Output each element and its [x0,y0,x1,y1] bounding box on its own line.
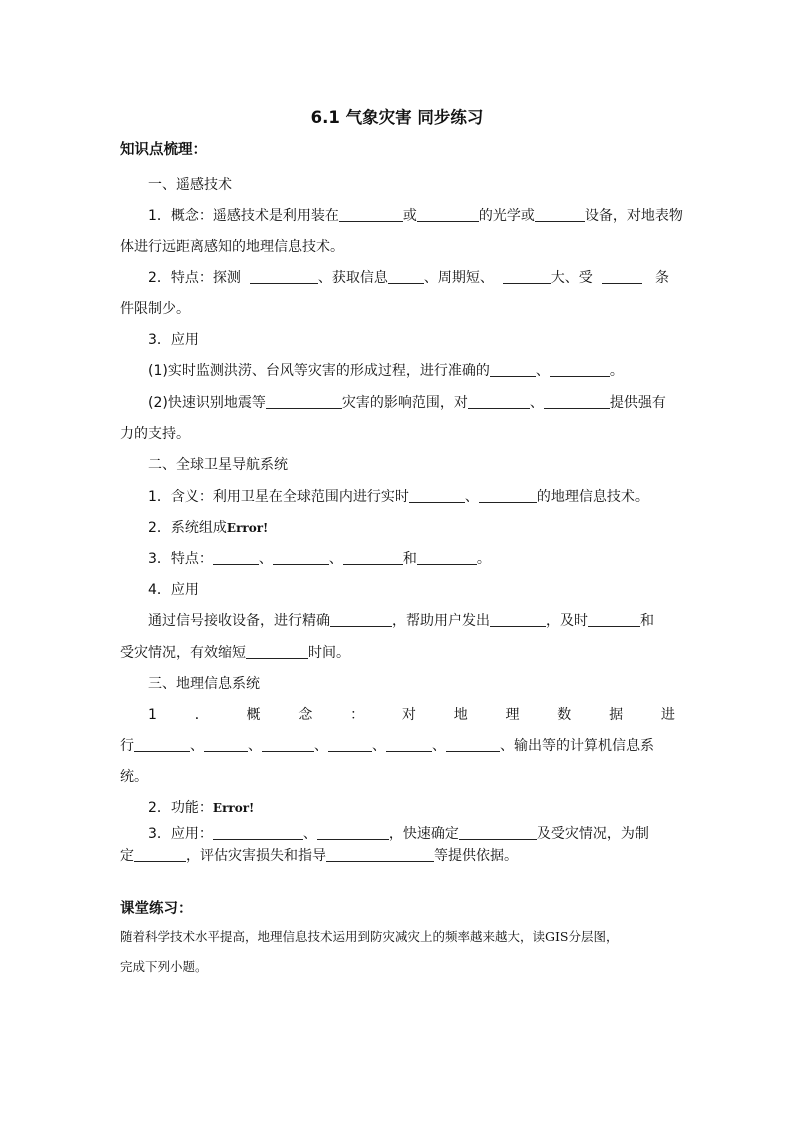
text-span: 的地理信息技术。 [536,489,649,505]
text-span: 、 [464,489,479,505]
gis-application [148,823,703,845]
text-span: ，快速确定 [388,826,459,842]
practice-intro: 随着科学技术水平提高，地理信息技术运用到防灾减灾上的频率越来越大，读GIS分层图， [120,929,619,944]
text-span: 提供强有 [609,395,666,411]
concept-char: 地 [453,707,468,723]
text-span: 1．概念：遥感技术是利用装在 [148,208,339,224]
concept-char: 据 [609,707,624,723]
fill-blank[interactable] [266,394,342,409]
text-span: ，及时 [546,613,588,629]
gis-application-cont [120,845,675,867]
fill-blank[interactable] [479,488,537,503]
concept-char: 念 [298,707,313,723]
text-span: (1)实时监测洪涝、台风等灾害的形成过程，进行准确的 [148,363,490,379]
fill-blank[interactable] [343,550,403,565]
concept-char: 对 [401,707,416,723]
separator: 、 [248,738,262,754]
separator: 、 [190,738,204,754]
text-span: 的光学或 [478,208,535,224]
text-span: 定 [120,848,134,864]
fill-blank[interactable] [134,847,186,862]
section-heading-practice: 课堂练习： [120,901,193,917]
text-span: 等提供依据。 [434,848,518,864]
heading-remote-sensing: 一、遥感技术 [148,177,232,193]
concept-char: 1 [148,707,157,723]
fill-blank[interactable] [417,550,477,565]
separator: 、 [314,738,328,754]
text-span: 或 [402,208,417,224]
text-span: 设备，对地表物 [584,208,683,224]
text-span: 及受灾情况，为制 [536,826,649,842]
text-span: 2．系统组成 [148,520,227,536]
remote-sensing-concept [148,205,703,227]
text-span: 通过信号接收设备，进行精确 [148,613,330,629]
fill-blank[interactable] [503,269,551,284]
fill-blank[interactable] [250,269,318,284]
separator: 、 [432,738,446,754]
error-text: Error! [212,801,255,815]
heading-gnss: 二、全球卫星导航系统 [148,457,288,473]
fill-blank[interactable] [409,488,465,503]
fill-blank[interactable] [213,825,303,840]
remote-sensing-features-cont: 件限制少。 [120,301,190,317]
concept-char: 概 [246,707,261,723]
fill-blank[interactable] [468,394,530,409]
text-span: 1．含义：利用卫星在全球范围内进行实时 [148,489,409,505]
fill-blank[interactable] [204,737,248,752]
gnss-components [148,517,703,539]
gis-function [148,797,703,819]
fill-blank[interactable] [602,269,642,284]
fill-blank[interactable] [273,550,329,565]
application-item-1 [148,360,703,382]
error-text: Error! [226,521,269,535]
fill-blank[interactable] [446,737,500,752]
gnss-features [148,548,703,570]
gnss-application-text [148,610,703,632]
remote-sensing-concept-cont: 体进行远距离感知的地理信息技术。 [120,239,344,255]
fill-blank[interactable] [330,612,392,627]
text-span: 受灾情况，有效缩短 [120,645,246,661]
practice-intro-cont: 完成下列小题。 [120,959,208,974]
text-span: 3．应用： [148,826,213,842]
concept-char: 数 [557,707,572,723]
text-span: 、 [302,826,317,842]
text-span: 。 [609,363,624,379]
fill-blank[interactable] [417,207,479,222]
text-span: 条 [655,270,669,286]
gis-concept-cont [120,735,675,757]
application-item-2-cont: 力的支持。 [120,426,190,442]
text-span: 2．特点：探测 [148,270,241,286]
text-span: 灾害的影响范围，对 [341,395,468,411]
fill-blank[interactable] [550,362,610,377]
fill-blank[interactable] [490,612,546,627]
text-span: 、 [258,551,273,567]
text-span: 2．功能： [148,800,213,816]
section-heading-knowledge: 知识点梳理： [120,142,207,158]
heading-gis: 三、地理信息系统 [148,676,260,692]
fill-blank[interactable] [386,737,432,752]
text-span: ，帮助用户发出 [392,613,490,629]
gnss-definition [148,486,703,508]
gnss-application-text-cont [120,642,675,664]
text-span: 大、受 [550,270,593,286]
text-span: 、 [328,551,343,567]
text-span: 。 [476,551,491,567]
text-span: 和 [640,613,654,629]
fill-blank[interactable] [326,847,434,862]
text-span: 和 [402,551,417,567]
fill-blank[interactable] [588,612,640,627]
gis-concept-cont-2: 统。 [120,769,148,785]
fill-blank[interactable] [459,825,537,840]
text-span: 、周期短、 [423,270,494,286]
fill-blank[interactable] [328,737,372,752]
text-span: 时间。 [308,645,350,661]
text-span: (2)快速识别地震等 [148,395,266,411]
concept-char: 进 [660,707,675,723]
text-span: 、获取信息 [317,270,388,286]
fill-blank[interactable] [317,825,389,840]
fill-blank[interactable] [262,737,314,752]
separator: 、 [372,738,386,754]
application-item-2 [148,392,703,414]
text-span: 、 [529,395,544,411]
concept-char: ． [194,707,209,723]
fill-blank[interactable] [388,269,424,284]
fill-blank[interactable] [490,362,536,377]
text-span: 3．特点： [148,551,213,567]
remote-sensing-application: 3．应用 [148,332,199,348]
text-span: ，评估灾害损失和指导 [186,848,326,864]
remote-sensing-features [148,267,703,289]
concept-char: 理 [505,707,520,723]
fill-blank[interactable] [213,550,259,565]
gnss-application: 4．应用 [148,582,199,598]
page-title: 6.1 气象灾害 同步练习 [310,108,484,127]
concept-char: ： [350,707,365,723]
fill-blank[interactable] [544,394,610,409]
text-span: 、输出等的计算机信息系 [500,738,654,754]
fill-blank[interactable] [134,737,190,752]
fill-blank[interactable] [246,644,308,659]
fill-blank[interactable] [535,207,585,222]
text-span: 行 [120,738,134,754]
text-span: 、 [535,363,550,379]
fill-blank[interactable] [339,207,403,222]
gis-concept [148,704,675,726]
